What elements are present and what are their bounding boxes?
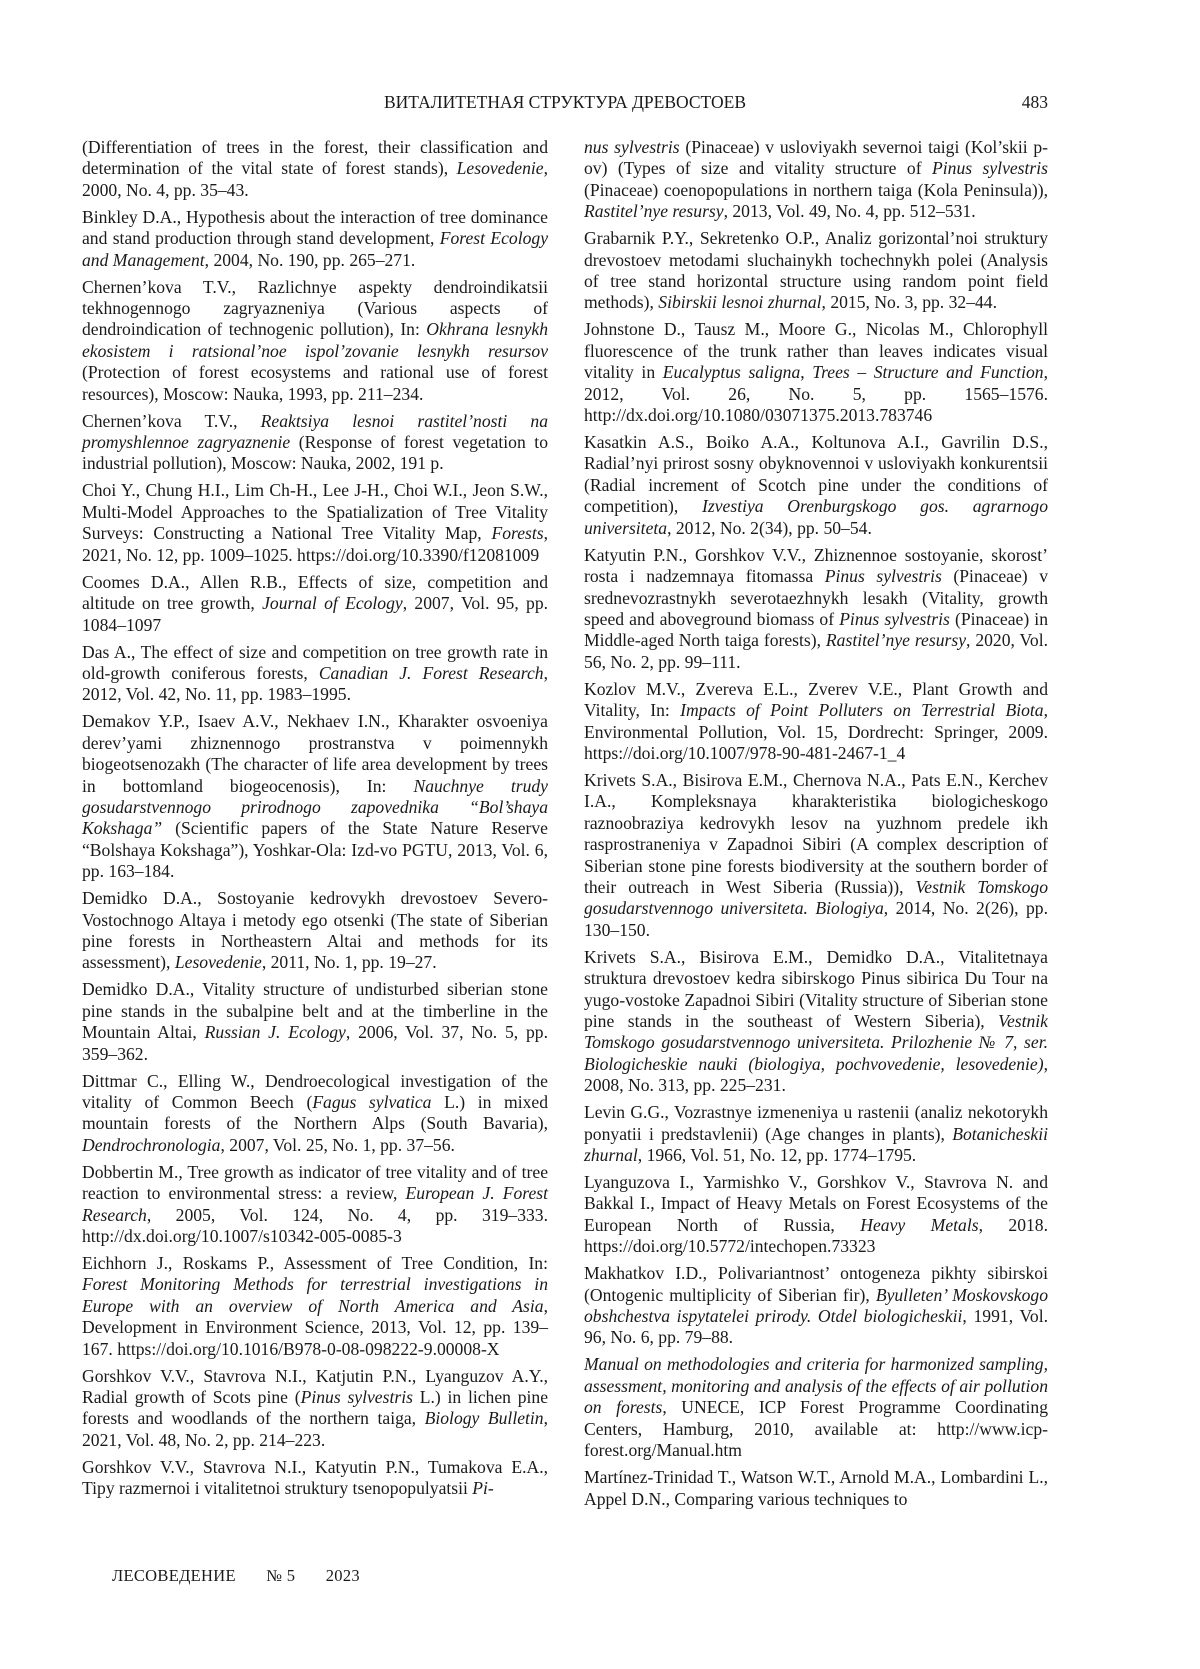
reference-italic-text: Pinus sylvestris (839, 609, 950, 629)
reference-text: , Development in Environment Science, 2013, Vol. 12, pp. 139–167. https://doi.org/10.1016/B978-0-08-098222-9.00008-X (82, 1296, 548, 1359)
reference-text: (Response of forest vegetation to industrial pollution), Moscow: Nauka, 2002, 191 p. (82, 432, 548, 473)
reference-italic-text: Forest Ecology and Management (82, 228, 548, 269)
page-number: 483 (1022, 92, 1048, 113)
reference-entry (584, 947, 1048, 1097)
reference-italic-text: Trees – Structure and Function (812, 362, 1043, 382)
reference-text: (Pinaceae) v srednevozrastnykh severotaezhnykh lesakh (Vitality, growth speed and aboveground biomass of (584, 566, 1048, 629)
reference-entry (82, 137, 548, 201)
reference-text: Coomes D.A., Allen R.B., Effects of size, competition and altitude on tree growth, (82, 572, 548, 613)
reference-text: Krivets S.A., Bisirova E.M., Chernova N.A., Pats E.N., Kerchev I.A., Kompleksnaya kharakteristika biologicheskogo raznoobraziya kedrovykh lesov na yuzhnom predele ikh rasprostraneniya v Zapadnoi Sibiri (A complex description of Siberian stone pine forests biodiversity at the southern border of their outreach in West Siberia (Russia)), (584, 770, 1048, 897)
reference-text: Katyutin P.N., Gorshkov V.V., Zhiznennoe sostoyanie, skorost’ rosta i nadzemnaya fitomassa (584, 545, 1048, 586)
reference-text: , 2004, No. 190, pp. 265–271. (205, 250, 416, 270)
references-column-right (584, 137, 1048, 1516)
reference-text: , 2014, No. 2(26), pp. 130–150. (584, 898, 1048, 939)
reference-italic-text: Forest Monitoring Methods for terrestrial investigations in Europe with an overview of North America and Asia (82, 1274, 548, 1315)
reference-text: , 1991, Vol. 96, No. 6, pp. 79–88. (584, 1306, 1048, 1347)
year: 2023 (326, 1566, 360, 1585)
reference-italic-text: Reaktsiya lesnoi rastitel’nosti na promyshlennoe zagryaznenie (82, 411, 548, 452)
reference-text: Martínez-Trinidad T., Watson W.T., Arnold M.A., Lombardini L., Appel D.N., Comparing various techniques to (584, 1467, 1048, 1508)
journal-name: ЛЕСОВЕДЕНИЕ (112, 1566, 236, 1585)
reference-italic-text: Vestnik Tomskogo gosudarstvennogo universiteta. Prilozhenie № 7, ser. Biologicheskie nauki (biologiya, pochvovedenie, lesovedenie) (584, 1011, 1048, 1074)
reference-text: L.) in mixed mountain forests of the Northern Alps (South Bavaria), (82, 1092, 548, 1133)
reference-italic-text: Pinus sylvestris (932, 158, 1048, 178)
reference-entry (584, 228, 1048, 314)
reference-entry (584, 679, 1048, 765)
reference-text: , (800, 362, 812, 382)
reference-italic-text: Pi- (472, 1478, 494, 1498)
reference-entry (82, 1457, 548, 1500)
reference-entry (584, 545, 1048, 673)
reference-entry (82, 207, 548, 271)
reference-italic-text: Dendrochronologia (82, 1135, 220, 1155)
reference-text: , Environmental Pollution, Vol. 15, Dordrecht: Springer, 2009. https://doi.org/10.1007/978-90-481-2467-1_4 (584, 700, 1048, 763)
reference-italic-text: Botanicheskii zhurnal (584, 1124, 1048, 1165)
reference-text: (Protection of forest ecosystems and rational use of forest resources), Moscow: Nauka, 1993, pp. 211–234. (82, 362, 548, 403)
reference-italic-text: Rastitel’nye resursy (826, 630, 966, 650)
reference-entry (584, 1263, 1048, 1349)
reference-text: L.) in lichen pine forests and woodlands of the northern taiga, (82, 1387, 548, 1428)
reference-italic-text: European J. Forest Research (82, 1183, 548, 1224)
reference-entry (82, 711, 548, 882)
reference-text: Grabarnik P.Y., Sekretenko O.P., Analiz gorizontal’noi struktury drevostoev metodami sluchainykh tochechnykh polei (Analysis of tree stand horizontal structure using random point field methods), (584, 228, 1048, 312)
reference-italic-text: Fagus sylvatica (312, 1092, 431, 1112)
reference-entry (82, 979, 548, 1065)
reference-text: Demidko D.A., Sostoyanie kedrovykh drevostoev Severo-Vostochnogo Altaya i metody ego otsenki (The state of Siberian pine forests in Northeastern Altai and methods for its assessment), (82, 888, 548, 972)
reference-text: Das A., The effect of size and competition on tree growth rate in old-growth coniferous forests, (82, 642, 548, 683)
reference-italic-text: Forests (491, 523, 543, 543)
reference-text: , 2007, Vol. 95, pp. 1084–1097 (82, 593, 548, 634)
reference-entry (82, 1366, 548, 1452)
reference-italic-text: Lesovedenie (175, 952, 262, 972)
reference-text: , 2021, No. 12, pp. 1009–1025. https://doi.org/10.3390/f12081009 (82, 523, 548, 564)
reference-entry (82, 888, 548, 974)
reference-text: Kozlov M.V., Zvereva E.L., Zverev V.E., Plant Growth and Vitality, In: (584, 679, 1048, 720)
reference-italic-text: Eucalyptus saligna (663, 362, 801, 382)
reference-text: , 2012, Vol. 26, No. 5, pp. 1565–1576. http://dx.doi.org/10.1080/03071375.2013.783746 (584, 362, 1048, 425)
reference-text: Binkley D.A., Hypothesis about the interaction of tree dominance and stand production through stand development, (82, 207, 548, 248)
reference-text: Chernen’kova T.V., Razlichnye aspekty dendroindikatsii tekhnogennogo zagryazneniya (Various aspects of dendroindication of technogenic pollution), In: (82, 277, 548, 340)
reference-text: , 2018. https://doi.org/10.5772/intechopen.73323 (584, 1215, 1048, 1256)
reference-text: , 2006, Vol. 37, No. 5, pp. 359–362. (82, 1022, 548, 1063)
reference-text: , 2008, No. 313, pp. 225–231. (584, 1054, 1048, 1095)
reference-entry (584, 1102, 1048, 1166)
reference-text: Eichhorn J., Roskams P., Assessment of Tree Condition, In: (82, 1253, 548, 1273)
reference-text: (Pinaceae) v usloviyakh severnoi taigi (Kol’skii p-ov) (Types of size and vitality structure of (584, 137, 1048, 178)
reference-entry (82, 572, 548, 636)
reference-text: Johnstone D., Tausz M., Moore G., Nicolas M., Chlorophyll fluorescence of the trunk rather than leaves indicates visual vitality in (584, 319, 1048, 382)
reference-italic-text: Rastitel’nye resursy (584, 201, 724, 221)
reference-text: Chernen’kova T.V., (82, 411, 261, 431)
reference-italic-text: Byulleten’ Moskovskogo obshchestva ispytatelei prirody. Otdel biologicheskii (584, 1285, 1048, 1326)
reference-entry (584, 137, 1048, 223)
reference-italic-text: Okhrana lesnykh ekosistem i ratsional’noe ispol’zovanie lesnykh resursov (82, 319, 548, 360)
reference-italic-text: Russian J. Ecology (205, 1022, 346, 1042)
reference-text: (Differentiation of trees in the forest, their classification and determination of the vital state of forest stands), (82, 137, 548, 178)
reference-text: (Pinaceae) coenopopulations in northern taiga (Kola Peninsula)), (584, 180, 1048, 200)
reference-text: , 2005, Vol. 124, No. 4, pp. 319–333. http://dx.doi.org/10.1007/s10342-005-0085-3 (82, 1205, 548, 1246)
reference-text: , UNECE, ICP Forest Programme Coordinating Centers, Hamburg, 2010, available at: http://www.icp-forest.org/Manual.htm (584, 1397, 1048, 1460)
reference-italic-text: Nauchnye trudy gosudarstvennogo prirodnogo zapovednika “Bol’shaya Kokshaga” (82, 776, 548, 839)
reference-italic-text: Impacts of Point Polluters on Terrestrial Biota (680, 700, 1044, 720)
reference-italic-text: Heavy Metals (860, 1215, 978, 1235)
reference-entry (82, 411, 548, 475)
references-column-left (82, 137, 548, 1505)
reference-entry (82, 277, 548, 405)
reference-italic-text: Canadian J. Forest Research (319, 663, 544, 683)
reference-text: , 1966, Vol. 51, No. 12, pp. 1774–1795. (638, 1145, 916, 1165)
reference-entry (82, 480, 548, 566)
reference-text: (Scientific papers of the State Nature Reserve “Bolshaya Kokshaga”), Yoshkar-Ola: Izd-vo PGTU, 2013, Vol. 6, pp. 163–184. (82, 818, 548, 881)
reference-entry (584, 319, 1048, 426)
reference-text: , 2021, Vol. 48, No. 2, pp. 214–223. (82, 1408, 548, 1449)
reference-text: Demakov Y.P., Isaev A.V., Nekhaev I.N., Kharakter osvoeniya derev’yami zhiznennogo prostranstva v poimennykh biogeotsenozakh (The character of life area development by trees in bottomland biogeocenosis), In: (82, 711, 548, 795)
reference-text: Krivets S.A., Bisirova E.M., Demidko D.A., Vitalitetnaya struktura drevostoev kedra sibirskogo Pinus sibirica Du Tour na yugo-vostoke Zapadnoi Sibiri (Vitality structure of Siberian stone pine stands in the southeast of Western Siberia), (584, 947, 1048, 1031)
reference-text: Lyanguzova I., Yarmishko V., Gorshkov V., Stavrova N. and Bakkal I., Impact of Heavy Metals on Forest Ecosystems of the European North of Russia, (584, 1172, 1048, 1235)
reference-text: Gorshkov V.V., Stavrova N.I., Katjutin P.N., Lyanguzov A.Y., Radial growth of Scots pine ( (82, 1366, 548, 1407)
reference-text: , 2015, No. 3, pp. 32–44. (822, 292, 997, 312)
reference-italic-text: Vestnik Tomskogo gosudarstvennogo universiteta. Biologiya (584, 877, 1048, 918)
reference-italic-text: Izvestiya Orenburgskogo gos. agrarnogo universiteta (584, 496, 1048, 537)
reference-text: Makhatkov I.D., Polivariantnost’ ontogeneza pikhty sibirskoi (Ontogenic multiplicity of Siberian fir), (584, 1263, 1048, 1304)
reference-entry (82, 1071, 548, 1157)
reference-entry (584, 770, 1048, 941)
reference-text: , 2012, Vol. 42, No. 11, pp. 1983–1995. (82, 663, 548, 704)
reference-entry (82, 1162, 548, 1248)
reference-text: (Pinaceae) in Middle-aged North taiga forests), (584, 609, 1048, 650)
reference-text: Dittmar C., Elling W., Dendroecological investigation of the vitality of Common Beech ( (82, 1071, 548, 1112)
reference-italic-text: Pinus sylvestris (825, 566, 942, 586)
reference-italic-text: nus sylvestris (584, 137, 680, 157)
reference-text: Choi Y., Chung H.I., Lim Ch-H., Lee J-H., Choi W.I., Jeon S.W., Multi-Model Approaches to the Spatialization of Tree Vitality Surveys: Constructing a National Tree Vitality Map, (82, 480, 548, 543)
reference-italic-text: Pinus sylvestris (301, 1387, 413, 1407)
reference-text: Kasatkin A.S., Boiko A.A., Koltunova A.I., Gavrilin D.S., Radial’nyi prirost sosny obyknovennoi v usloviyakh konkurentsii (Radial increment of Scotch pine under the conditions of competition), (584, 432, 1048, 516)
reference-italic-text: Biology Bulletin (425, 1408, 544, 1428)
reference-italic-text: Journal of Ecology (262, 593, 403, 613)
page-footer (112, 1566, 386, 1586)
reference-italic-text: Lesovedenie (457, 158, 544, 178)
reference-entry (82, 1253, 548, 1360)
reference-italic-text: Manual on methodologies and criteria for harmonized sampling, assessment, monitoring and analysis of the effects of air pollution on forests (584, 1354, 1048, 1417)
reference-entry (82, 642, 548, 706)
reference-text: Demidko D.A., Vitality structure of undisturbed siberian stone pine stands in the subalpine belt and at the timberline in the Mountain Altai, (82, 979, 548, 1042)
issue-number: № 5 (266, 1566, 295, 1585)
reference-entry (584, 1172, 1048, 1258)
running-title: ВИТАЛИТЕТНАЯ СТРУКТУРА ДРЕВОСТОЕВ (82, 92, 1048, 113)
reference-text: , 2012, No. 2(34), pp. 50–54. (667, 518, 872, 538)
reference-text: , 2020, Vol. 56, No. 2, pp. 99–111. (584, 630, 1048, 671)
reference-text: Dobbertin M., Tree growth as indicator of tree vitality and of tree reaction to environmental stress: a review, (82, 1162, 548, 1203)
page-header (82, 92, 1048, 116)
reference-italic-text: Sibirskii lesnoi zhurnal (658, 292, 821, 312)
reference-entry (584, 1467, 1048, 1510)
reference-text: , 2013, Vol. 49, No. 4, pp. 512–531. (724, 201, 976, 221)
reference-text: , 2000, No. 4, pp. 35–43. (82, 158, 548, 199)
reference-text: , 2011, No. 1, pp. 19–27. (262, 952, 437, 972)
reference-entry (584, 432, 1048, 539)
reference-text: Levin G.G., Vozrastnye izmeneniya u rastenii (analiz nekotorykh ponyatii i predstavlenii) (Age changes in plants), (584, 1102, 1048, 1143)
reference-entry (584, 1354, 1048, 1461)
reference-text: Gorshkov V.V., Stavrova N.I., Katyutin P.N., Tumakova E.A., Tipy razmernoi i vitalitetnoi struktury tsenopopulyatsii (82, 1457, 548, 1498)
reference-text: , 2007, Vol. 25, No. 1, pp. 37–56. (220, 1135, 454, 1155)
